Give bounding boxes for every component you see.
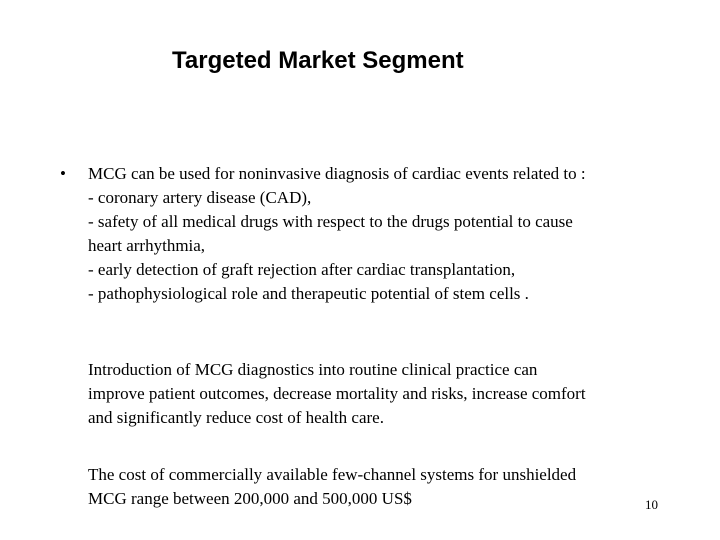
paragraph-cost <box>60 463 700 511</box>
paragraph-introduction <box>60 358 700 430</box>
bullet-block <box>60 162 700 306</box>
bullet-text: MCG can be used for noninvasive diagnosis of cardiac events related to : <box>88 164 586 183</box>
paragraph-line: MCG range between 200,000 and 500,000 US$ <box>88 489 412 508</box>
paragraph-line: The cost of commercially available few-channel systems for unshielded <box>88 465 577 484</box>
bullet-subline-stem-cells: - pathophysiological role and therapeutic potential of stem cells . <box>88 284 529 303</box>
bullet-line-1 <box>60 162 700 186</box>
paragraph-line: Introduction of MCG diagnostics into routine clinical practice can <box>88 360 538 379</box>
bullet-dot: • <box>60 164 66 183</box>
bullet-subline-cad: - coronary artery disease (CAD), <box>88 188 312 207</box>
page-number: 10 <box>645 497 658 512</box>
bullet-subline-drug-safety: - safety of all medical drugs with respect to the drugs potential to cause <box>88 212 573 231</box>
slide-title: Targeted Market Segment <box>172 47 464 74</box>
bullet-subline-graft-rejection: - early detection of graft rejection after cardiac transplantation, <box>88 260 516 279</box>
bullet-subline-arrhythmia: heart arrhythmia, <box>88 236 206 255</box>
paragraph-line: and significantly reduce cost of health care. <box>88 408 384 427</box>
paragraph-line: improve patient outcomes, decrease mortality and risks, increase comfort <box>88 384 586 403</box>
